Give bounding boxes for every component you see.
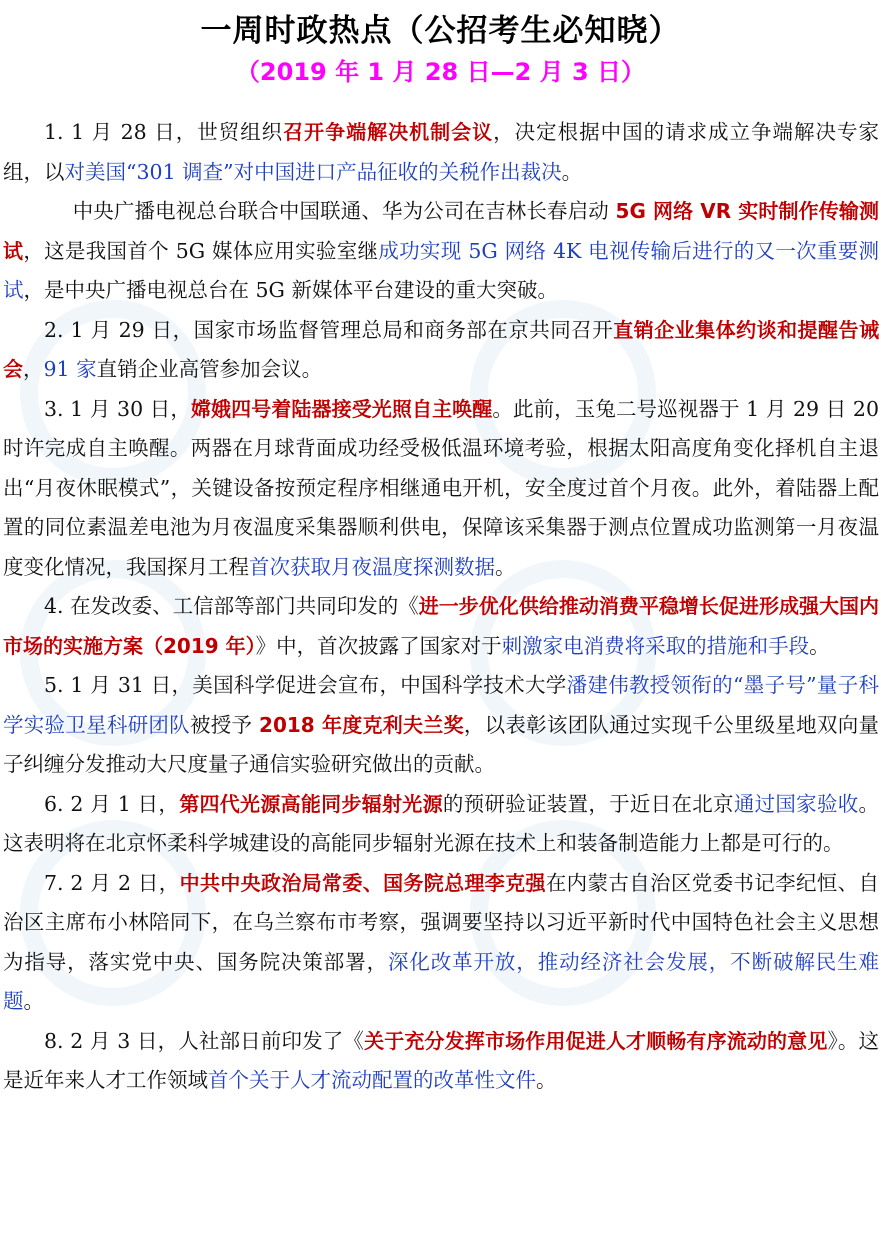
paragraph-text: 4. 在发改委、工信部等部门共同印发的《 bbox=[44, 594, 419, 618]
news-paragraph bbox=[3, 192, 879, 311]
highlight-red-text: 5G 网络 VR 实时制作传输测试 bbox=[3, 199, 880, 263]
highlight-red-text: 进一步优化供给推动消费平稳增长促进形成强大国内市场的实施方案（2019 年） bbox=[3, 594, 879, 658]
news-paragraph bbox=[3, 1022, 879, 1101]
paragraph-text: 的预研验证装置，于近日在北京 bbox=[442, 791, 734, 816]
news-paragraph bbox=[3, 666, 879, 785]
news-paragraph bbox=[3, 785, 879, 864]
highlight-blue-text: 潘建伟教授领衔的“墨子号”量子科学实验卫星科研团队 bbox=[3, 673, 879, 737]
highlight-blue-text: 91 家 bbox=[43, 357, 97, 381]
highlight-red-text: 嫦娥四号着陆器接受光照自主唤醒 bbox=[190, 396, 493, 421]
paragraph-text: 2. 1 月 29 日，国家市场监督管理总局和商务部在京共同召开 bbox=[44, 317, 614, 342]
news-paragraph bbox=[3, 864, 879, 1022]
paragraph-text: 直销企业高管参加会议。 bbox=[96, 357, 323, 381]
paragraph-text: ，这是我国首个 5G 媒体应用实验室继 bbox=[23, 238, 379, 263]
highlight-blue-text: 成功实现 5G 网络 4K 电视传输后进行的又一次重要测试 bbox=[3, 238, 880, 302]
paragraph-text: 。此前，玉兔二号巡视器于 1 月 29 日 20 时许完成自主唤醒。两器在月球背面成功经受极低温环境考验，根据太阳高度角变化择机自主退出“月夜休眠模式”，关键设备按预定程序相继通电开机，安全度过首个月夜。此外，着陆器上配置的同位素温差电池为月夜温度采集器顺利供电，保障该采集器于测点位置成功监测第一月夜温度变化情况，我国探月工程 bbox=[3, 396, 880, 579]
highlight-red-text: 中共中央政治局常委、国务院总理李克强 bbox=[179, 870, 546, 895]
paragraph-text: 中央广播电视总台联合中国联通、华为公司在吉林长春启动 bbox=[72, 199, 616, 223]
paragraph-text: 。 bbox=[23, 989, 44, 1013]
news-paragraph bbox=[3, 587, 879, 666]
paragraph-text: 1. 1 月 28 日，世贸组织 bbox=[44, 120, 284, 144]
news-paragraph bbox=[3, 311, 879, 390]
paragraph-text: 》。这是近年来人才工作领域 bbox=[3, 1028, 880, 1092]
news-paragraph bbox=[3, 113, 879, 192]
highlight-blue-text: 深化改革开放，推动经济社会发展，不断破解民生难题 bbox=[3, 949, 880, 1013]
paragraph-text: 。这表明将在北京怀柔科学城建设的高能同步辐射光源在技术上和装备制造能力上都是可行的。 bbox=[3, 791, 880, 855]
highlight-red-text: 第四代光源高能同步辐射光源 bbox=[179, 791, 443, 816]
paragraph-text: ， bbox=[23, 357, 44, 381]
highlight-red-text: 2018 年度克利夫兰奖 bbox=[259, 712, 464, 737]
highlight-blue-text: 首个关于人才流动配置的改革性文件 bbox=[208, 1068, 536, 1092]
highlight-blue-text: 通过国家验收 bbox=[733, 791, 859, 816]
paragraph-text: 。 bbox=[561, 159, 583, 184]
paragraph-text: 5. 1 月 31 日，美国科学促进会宣布，中国科学技术大学 bbox=[44, 673, 567, 697]
news-content bbox=[3, 113, 879, 1101]
paragraph-text: ，决定根据中国的请求成立争端解决专家组，以 bbox=[3, 120, 880, 184]
paragraph-text: 3. 1 月 30 日， bbox=[44, 396, 191, 421]
highlight-red-text: 召开争端解决机制会议 bbox=[283, 120, 494, 144]
paragraph-text: 》中，首次披露了国家对于 bbox=[255, 633, 502, 658]
paragraph-text: 。 bbox=[809, 633, 830, 658]
highlight-red-text: 直销企业集体约谈和提醒告诫会 bbox=[3, 317, 879, 381]
paragraph-text: 8. 2 月 3 日，人社部日前印发了《 bbox=[44, 1028, 365, 1053]
highlight-blue-text: 首次获取月夜温度探测数据 bbox=[249, 554, 495, 579]
date-range: （2019 年 1 月 28 日—2 月 3 日） bbox=[235, 58, 646, 86]
paragraph-text: 6. 2 月 1 日， bbox=[44, 791, 180, 816]
paragraph-text: ，以表彰该团队通过实现千公里级星地双向量子纠缠分发推动大尺度量子通信实验研究做出的贡献。 bbox=[3, 712, 879, 776]
paragraph-text: ，是中央广播电视总台在 5G 新媒体平台建设的重大突破。 bbox=[23, 278, 558, 302]
paragraph-text: 在内蒙古自治区党委书记李纪恒、自治区主席布小林陪同下，在乌兰察布市考察，强调要坚持以习近平新时代中国特色社会主义思想为指导，落实党中央、国务院决策部署， bbox=[3, 870, 879, 974]
highlight-blue-text: 对美国“301 调查”对中国进口产品征收的关税作出裁决 bbox=[64, 159, 562, 184]
highlight-red-text: 关于充分发挥市场作用促进人才顺畅有序流动的意见 bbox=[364, 1028, 828, 1053]
news-paragraph bbox=[3, 390, 879, 588]
paragraph-text: 7. 2 月 2 日， bbox=[44, 870, 180, 895]
paragraph-text: 。 bbox=[536, 1068, 557, 1092]
paragraph-text: 。 bbox=[495, 554, 516, 579]
page-title: 一周时政热点（公招考生必知晓） bbox=[200, 13, 681, 49]
paragraph-text: 被授予 bbox=[189, 712, 260, 737]
highlight-blue-text: 刺激家电消费将采取的措施和手段 bbox=[501, 633, 810, 658]
